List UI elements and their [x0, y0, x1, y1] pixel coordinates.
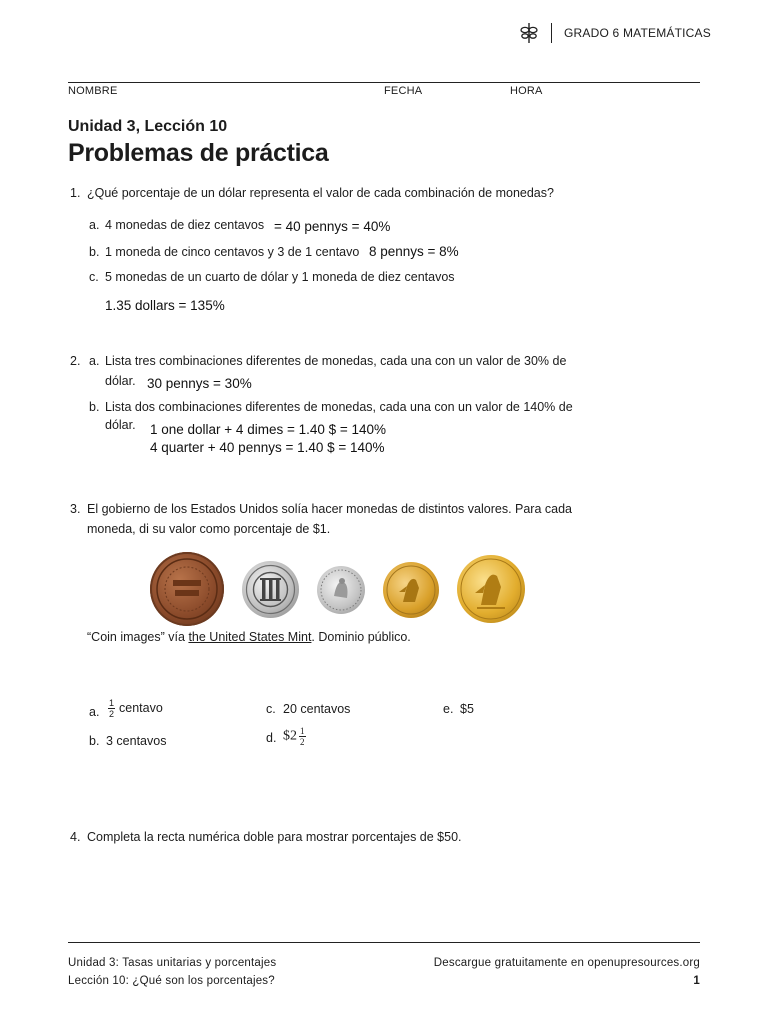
q3a-frac-num: 1	[109, 698, 115, 708]
q2a-text-line2: dólar.	[105, 374, 136, 388]
q4-prompt: Completa la recta numérica doble para mostrar porcentajes de $50.	[87, 830, 462, 844]
q3e-label: e.	[443, 702, 454, 716]
time-field-label[interactable]: HORA	[510, 85, 543, 97]
q2-number: 2.	[70, 354, 81, 368]
q2a-label: a.	[89, 354, 100, 368]
q2b-answer-line2[interactable]: 4 quarter + 40 pennys = 1.40 $ = 140%	[150, 440, 385, 455]
q3b-text: 3 centavos	[106, 734, 167, 748]
q3d-label: d.	[266, 731, 277, 745]
q1b-label: b.	[89, 245, 100, 259]
page-title: Problemas de práctica	[68, 139, 329, 167]
q3a-value	[106, 698, 163, 719]
course-title: GRADO 6 MATEMÁTICAS	[564, 26, 711, 40]
q1a-label: a.	[89, 218, 100, 232]
q3b-label: b.	[89, 734, 100, 748]
footer-lesson: Lección 10: ¿Qué son los porcentajes?	[68, 975, 275, 987]
q1b-text: 1 moneda de cinco centavos y 3 de 1 centavo	[105, 245, 360, 259]
q2a-text-line1: Lista tres combinaciones diferentes de monedas, cada una con un valor de 30% de	[105, 354, 567, 368]
q3d-frac-den: 2	[300, 737, 305, 747]
coin-credit-prefix: “Coin images” vía	[87, 630, 189, 644]
q3d-fraction	[299, 726, 306, 747]
coin-credit-suffix: . Dominio público.	[311, 630, 411, 644]
five-dollar-gold-coin	[383, 562, 439, 618]
q1c-label: c.	[89, 270, 99, 284]
q2b-answer-line1[interactable]: 1 one dollar + 4 dimes = 1.40 $ = 140%	[150, 422, 387, 437]
header-divider	[551, 23, 552, 43]
page-number: 1	[693, 975, 700, 987]
q3c-label: c.	[266, 702, 276, 716]
twenty-cent-coin	[317, 566, 365, 614]
q1a-text: 4 monedas de diez centavos	[105, 218, 265, 232]
q2a-answer[interactable]: 30 pennys = 30%	[147, 376, 252, 391]
q2b-text-line1: Lista dos combinaciones diferentes de monedas, cada una con un valor de 140% de	[105, 400, 573, 414]
q4-number: 4.	[70, 830, 81, 844]
q3d-whole: $2	[283, 728, 297, 744]
fields-rule	[68, 82, 700, 83]
q3a-frac-den: 2	[109, 709, 115, 719]
q2b-text-line2: dólar.	[105, 418, 136, 432]
three-cent-coin	[242, 561, 299, 618]
q3-number: 3.	[70, 502, 81, 516]
half-cent-coin	[150, 552, 224, 626]
q3-prompt-line1: El gobierno de los Estados Unidos solía hacer monedas de distintos valores. Para cada	[87, 502, 573, 516]
q3c-text: 20 centavos	[283, 702, 351, 716]
us-mint-link[interactable]: the United States Mint	[188, 630, 312, 644]
footer-download[interactable]: Descargue gratuitamente en openupresources.org	[433, 957, 700, 969]
footer-unit: Unidad 3: Tasas unitarias y porcentajes	[68, 957, 277, 969]
ten-dollar-gold-coin	[457, 555, 525, 623]
q1-number: 1.	[70, 186, 81, 200]
q1-prompt: ¿Qué porcentaje de un dólar representa el valor de cada combinación de monedas?	[87, 186, 554, 200]
unit-lesson-heading: Unidad 3, Lección 10	[68, 118, 228, 135]
name-field-label[interactable]: NOMBRE	[68, 85, 118, 97]
q3a-fraction	[108, 698, 115, 719]
coin-credit	[87, 630, 411, 644]
q3d-value	[283, 726, 308, 747]
logo-icon	[519, 22, 539, 44]
footer-rule	[68, 942, 700, 943]
q3a-text: centavo	[119, 700, 163, 715]
q3-prompt-line2: moneda, di su valor como porcentaje de $1.	[87, 522, 331, 536]
date-field-label[interactable]: FECHA	[384, 85, 423, 97]
q2b-label: b.	[89, 400, 100, 414]
q1c-answer[interactable]: 1.35 dollars = 135%	[105, 298, 225, 313]
q3d-frac-num: 1	[300, 726, 305, 736]
q1a-answer[interactable]: = 40 pennys = 40%	[274, 219, 391, 234]
q3a-label: a.	[89, 705, 100, 719]
q3e-text: $5	[460, 702, 474, 716]
q1c-text: 5 monedas de un cuarto de dólar y 1 moneda de diez centavos	[105, 270, 455, 284]
q1b-answer[interactable]: 8 pennys = 8%	[369, 244, 459, 259]
